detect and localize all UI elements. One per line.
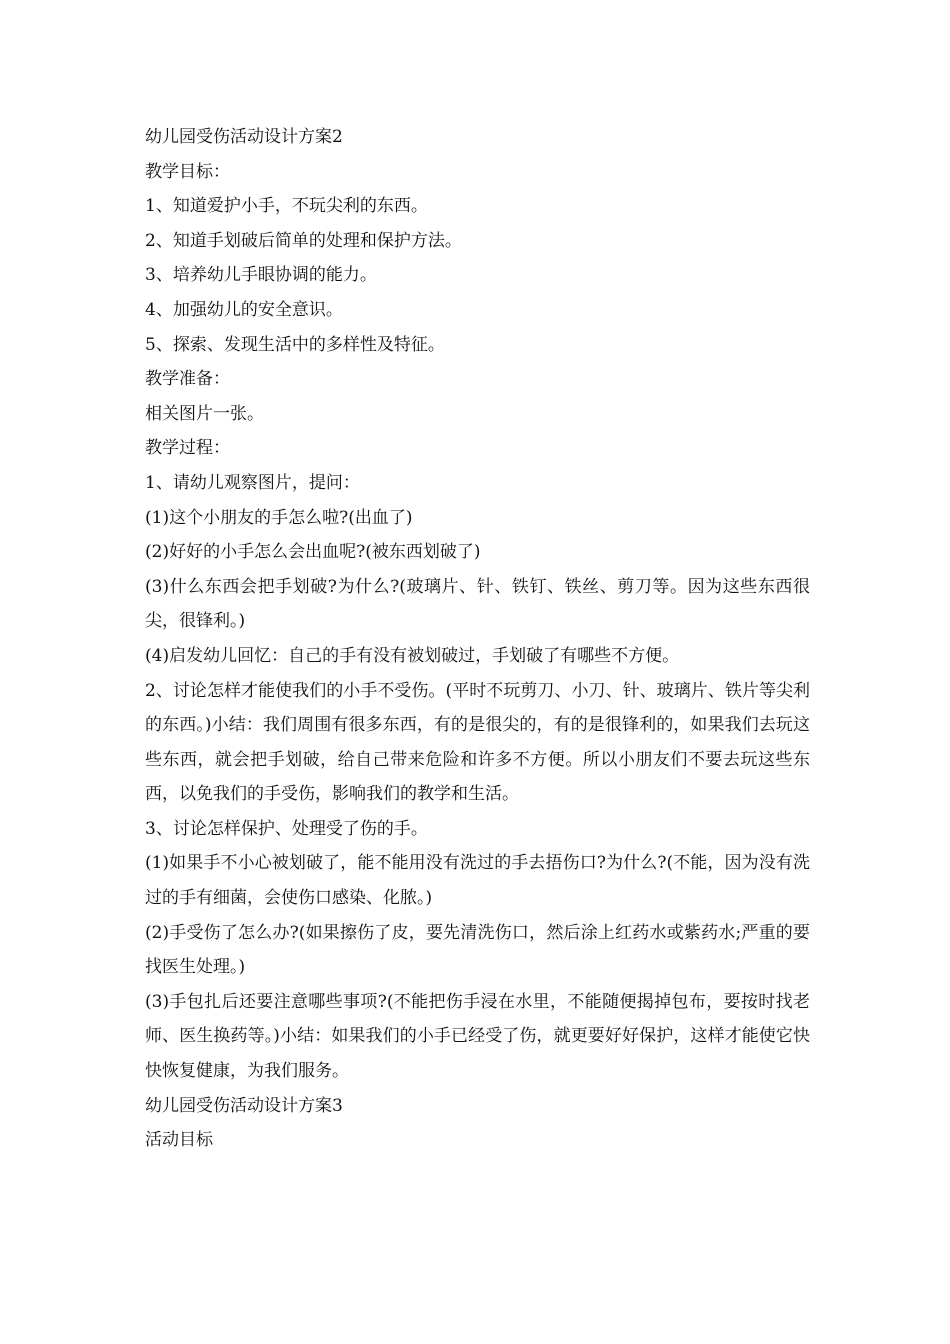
list-item: 1、请幼儿观察图片，提问： [145, 472, 360, 493]
sub-item: (3)手包扎后还要注意哪些事项?(不能把伤手浸在水里，不能随便揭掉包布，要按时找老师、医生换药等。)小结：如果我们的小手已经受了伤，就更要好好保护，这样才能使它快快恢复健康，为我们服务。 [145, 991, 810, 1082]
section-title: 幼儿园受伤活动设计方案2 [145, 127, 343, 147]
document-body [145, 120, 810, 1158]
list-item: 3、讨论怎样保护、处理受了伤的手。 [145, 818, 428, 839]
section-heading: 教学过程： [145, 438, 230, 459]
section-heading: 教学准备： [145, 369, 230, 390]
sub-item: (2)手受伤了怎么办?(如果擦伤了皮，要先清洗伤口，然后涂上红药水或紫药水;严重的要找医生处理。) [145, 922, 810, 978]
list-item: 2、讨论怎样才能使我们的小手不受伤。(平时不玩剪刀、小刀、针、玻璃片、铁片等尖利的东西。)小结：我们周围有很多东西，有的是很尖的，有的是很锋利的，如果我们去玩这些东西，就会把手划破，给自己带来危险和许多不方便。所以小朋友们不要去玩这些东西，以免我们的手受伤，影响我们的教学和生活。 [145, 680, 810, 805]
section-title: 幼儿园受伤活动设计方案3 [145, 1095, 343, 1116]
list-item: 1、知道爱护小手，不玩尖利的东西。 [145, 196, 428, 217]
list-item: 5、探索、发现生活中的多样性及特征。 [145, 334, 445, 355]
sub-item: (2)好好的小手怎么会出血呢?(被东西划破了) [145, 542, 481, 563]
list-item: 2、知道手划破后简单的处理和保护方法。 [145, 230, 462, 251]
body-paragraph: 相关图片一张。 [145, 403, 264, 424]
sub-item: (4)启发幼儿回忆：自己的手有没有被划破过，手划破了有哪些不方便。 [145, 645, 680, 666]
list-item: 4、加强幼儿的安全意识。 [145, 299, 343, 320]
list-item: 3、培养幼儿手眼协调的能力。 [145, 265, 377, 286]
sub-item: (1)这个小朋友的手怎么啦?(出血了) [145, 507, 413, 528]
sub-item: (3)什么东西会把手划破?为什么?(玻璃片、针、铁钉、铁丝、剪刀等。因为这些东西很尖，很锋利。) [145, 576, 810, 632]
sub-item: (1)如果手不小心被划破了，能不能用没有洗过的手去捂伤口?为什么?(不能，因为没有洗过的手有细菌，会使伤口感染、化脓。) [145, 853, 810, 909]
section-heading: 活动目标 [145, 1130, 213, 1151]
section-heading: 教学目标： [145, 161, 230, 182]
